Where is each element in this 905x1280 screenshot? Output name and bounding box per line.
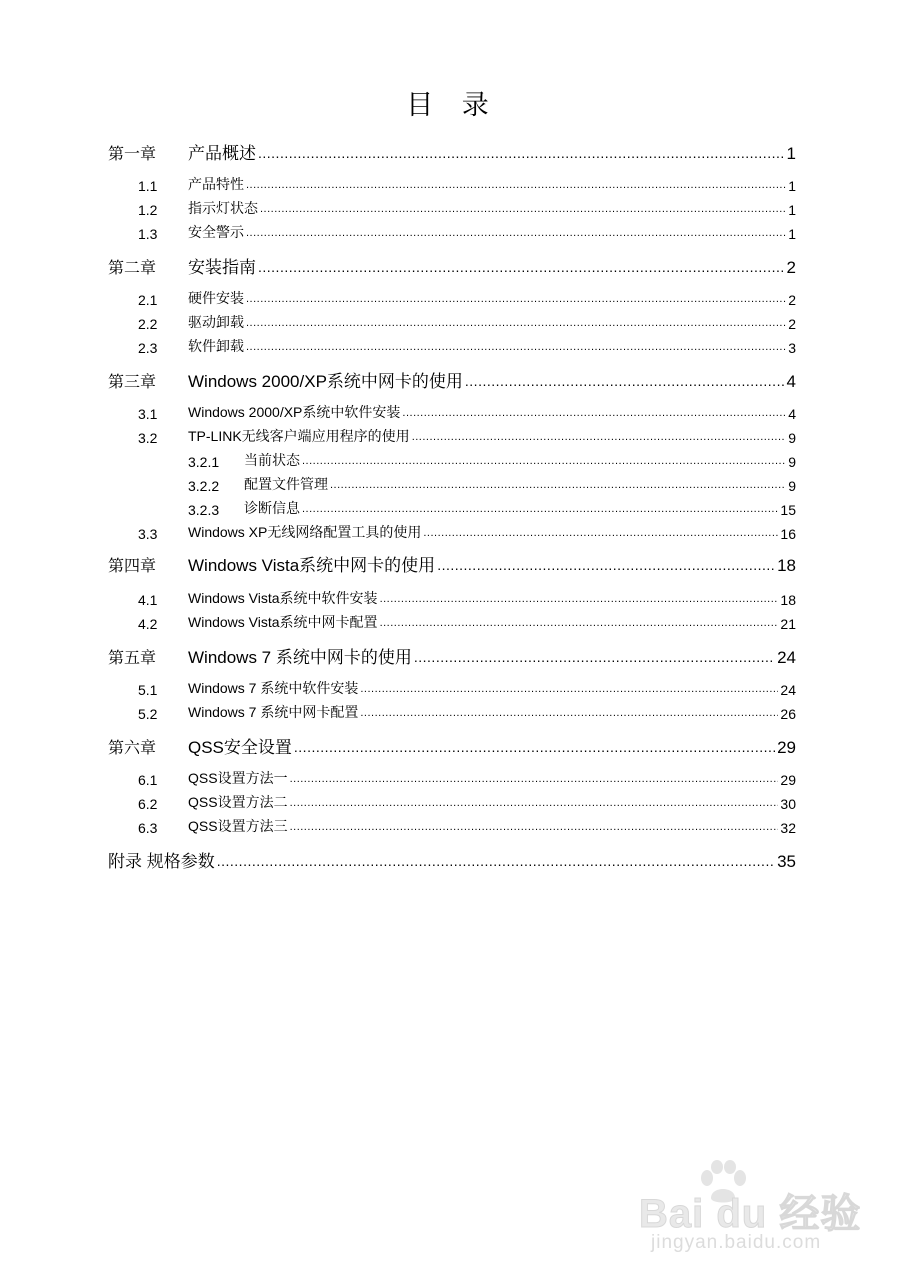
page-title: 目 录: [406, 90, 499, 121]
toc-dot-leader: [290, 773, 779, 785]
toc-entry-number: 3.2.3: [188, 502, 220, 518]
toc-entry-page: 26: [780, 706, 796, 722]
toc-entry-section[interactable]: [138, 520, 796, 542]
toc-entry-section[interactable]: [138, 586, 796, 608]
toc-dot-leader: [380, 593, 779, 605]
toc-entry-section[interactable]: [138, 286, 796, 308]
toc-entry-section[interactable]: [138, 814, 796, 836]
toc-entry-page: 4: [786, 372, 796, 391]
toc-entry-page: 2: [788, 316, 796, 332]
toc-entry-chapter[interactable]: [108, 138, 796, 164]
toc-entry-chapter[interactable]: [108, 732, 796, 758]
toc-entry-number: 3.2.2: [188, 478, 220, 494]
toc-entry-page: 1: [786, 144, 796, 163]
toc-entry-title: 配置文件管理: [244, 476, 328, 492]
toc-entry-page: 9: [788, 454, 796, 470]
toc-entry-title: Windows Vista系统中网卡配置: [188, 614, 378, 630]
toc-entry-page: 30: [780, 796, 796, 812]
toc-entry-number: 5.1: [138, 682, 158, 698]
toc-dot-leader: [217, 853, 775, 869]
toc-entry-number: 3.1: [138, 406, 158, 422]
toc-dot-leader: [290, 797, 779, 809]
toc-entry-number: 第五章: [108, 648, 157, 667]
toc-dot-leader: [380, 617, 779, 629]
toc-entry-title: 硬件安装: [188, 290, 244, 306]
toc-entry-number: 4.2: [138, 616, 158, 632]
toc-entry-section[interactable]: [138, 220, 796, 242]
toc-dot-leader: [360, 683, 778, 695]
toc-entry-page: 29: [777, 738, 796, 757]
watermark: [639, 1160, 869, 1260]
toc-dot-leader: [423, 527, 778, 539]
toc-entry-number: 4.1: [138, 592, 158, 608]
toc-dot-leader: [360, 707, 778, 719]
toc-dot-leader: [258, 145, 785, 161]
toc-entry-page: 1: [788, 178, 796, 194]
toc-entry-sub[interactable]: [188, 448, 796, 470]
toc-entry-number: 3.2.1: [188, 454, 220, 470]
toc-dot-leader: [302, 455, 786, 467]
toc-entry-title: 产品概述: [188, 144, 256, 163]
toc-dot-leader: [437, 557, 775, 573]
toc-entry-number: 1.2: [138, 202, 158, 218]
toc-entry-page: 18: [780, 592, 796, 608]
toc-entry-page: 35: [777, 852, 796, 871]
toc-entry-page: 9: [788, 430, 796, 446]
toc-entry-number: 第六章: [108, 738, 157, 757]
toc-entry-number: 3.3: [138, 526, 158, 542]
toc-entry-chapter[interactable]: [108, 550, 796, 576]
toc-entry-chapter[interactable]: [108, 642, 796, 668]
toc-entry-sub[interactable]: [188, 472, 796, 494]
toc-entry-section[interactable]: [138, 676, 796, 698]
toc-dot-leader: [412, 431, 787, 443]
toc-entry-title: 指示灯状态: [188, 200, 258, 216]
toc-entry-page: 24: [780, 682, 796, 698]
toc-dot-leader: [465, 373, 785, 389]
toc-entry-title: 产品特性: [188, 176, 244, 192]
toc-entry-number: 6.2: [138, 796, 158, 812]
toc-dot-leader: [246, 317, 786, 329]
toc-entry-number: 第四章: [108, 556, 157, 575]
toc-entry-title: QSS设置方法一: [188, 770, 288, 786]
toc-entry-title: Windows Vista系统中软件安装: [188, 590, 378, 606]
toc-entry-number: 第三章: [108, 372, 157, 391]
toc-entry-title: Windows 7 系统中网卡的使用: [188, 648, 412, 667]
toc-entry-chapter[interactable]: [108, 846, 796, 872]
toc-entry-title: 诊断信息: [244, 500, 300, 516]
toc-entry-page: 18: [777, 556, 796, 575]
toc-dot-leader: [302, 503, 778, 515]
toc-entry-page: 29: [780, 772, 796, 788]
toc-entry-number: 1.1: [138, 178, 158, 194]
toc-entry-section[interactable]: [138, 610, 796, 632]
toc-dot-leader: [246, 293, 786, 305]
watermark-url: jingyan.baidu.com: [651, 1232, 822, 1253]
toc-entry-chapter[interactable]: [108, 366, 796, 392]
toc-entry-section[interactable]: [138, 196, 796, 218]
toc-entry-page: 16: [780, 526, 796, 542]
toc-entry-title: QSS安全设置: [188, 738, 292, 757]
toc-entry-page: 1: [788, 226, 796, 242]
toc-entry-chapter[interactable]: [108, 252, 796, 278]
toc-entry-section[interactable]: [138, 400, 796, 422]
toc-entry-number: 1.3: [138, 226, 158, 242]
toc-entry-title: 安全警示: [188, 224, 244, 240]
toc-entry-number: 第一章: [108, 144, 157, 163]
toc-dot-leader: [290, 821, 779, 833]
toc-entry-title: TP-LINK无线客户端应用程序的使用: [188, 428, 410, 444]
toc-entry-title: Windows 7 系统中软件安装: [188, 680, 359, 696]
toc-entry-page: 4: [788, 406, 796, 422]
toc-dot-leader: [246, 227, 786, 239]
toc-entry-number: 6.1: [138, 772, 158, 788]
toc-entry-page: 21: [780, 616, 796, 632]
toc-entry-number: 6.3: [138, 820, 158, 836]
toc-entry-title: Windows 7 系统中网卡配置: [188, 704, 359, 720]
toc-entry-page: 9: [788, 478, 796, 494]
toc-dot-leader: [260, 203, 786, 215]
toc-entry-section[interactable]: [138, 790, 796, 812]
toc-dot-leader: [294, 739, 775, 755]
toc-entry-page: 24: [777, 648, 796, 667]
toc-entry-page: 32: [780, 820, 796, 836]
watermark-brand: Bai du 经验: [639, 1192, 862, 1236]
toc-dot-leader: [402, 407, 786, 419]
toc-entry-title: Windows Vista系统中网卡的使用: [188, 556, 436, 575]
toc-entry-section[interactable]: [138, 424, 796, 446]
toc-entry-section[interactable]: [138, 766, 796, 788]
toc-entry-number: 2.2: [138, 316, 158, 332]
toc-entry-number: 5.2: [138, 706, 158, 722]
toc-dot-leader: [330, 479, 786, 491]
toc-entry-number: 第二章: [108, 258, 157, 277]
toc-entry-number: 2.3: [138, 340, 158, 356]
toc-entry-page: 2: [788, 292, 796, 308]
toc-entry-title: QSS设置方法二: [188, 794, 288, 810]
toc-entry-section[interactable]: [138, 700, 796, 722]
toc-entry-title: QSS设置方法三: [188, 818, 288, 834]
toc-entry-title: 软件卸载: [188, 338, 244, 354]
toc-entry-title: Windows 2000/XP系统中网卡的使用: [188, 372, 463, 391]
toc-entry-section[interactable]: [138, 310, 796, 332]
toc-entry-title: Windows XP无线网络配置工具的使用: [188, 524, 422, 540]
toc-entry-page: 2: [786, 258, 796, 277]
toc-dot-leader: [246, 179, 786, 191]
toc-entry-title: 当前状态: [244, 452, 300, 468]
toc-entry-section[interactable]: [138, 334, 796, 356]
toc-entry-section[interactable]: [138, 172, 796, 194]
toc-entry-sub[interactable]: [188, 496, 796, 518]
toc-entry-number: 3.2: [138, 430, 158, 446]
toc-entry-page: 3: [788, 340, 796, 356]
toc-dot-leader: [258, 259, 785, 275]
toc-entry-title: 附录 规格参数: [108, 852, 215, 871]
toc-entry-page: 15: [780, 502, 796, 518]
toc-dot-leader: [246, 341, 786, 353]
toc-entry-number: 2.1: [138, 292, 158, 308]
toc-dot-leader: [414, 649, 775, 665]
toc-entry-title: Windows 2000/XP系统中软件安装: [188, 404, 401, 420]
toc-entry-title: 安装指南: [188, 258, 256, 277]
toc-entry-title: 驱动卸载: [188, 314, 244, 330]
toc-entry-page: 1: [788, 202, 796, 218]
